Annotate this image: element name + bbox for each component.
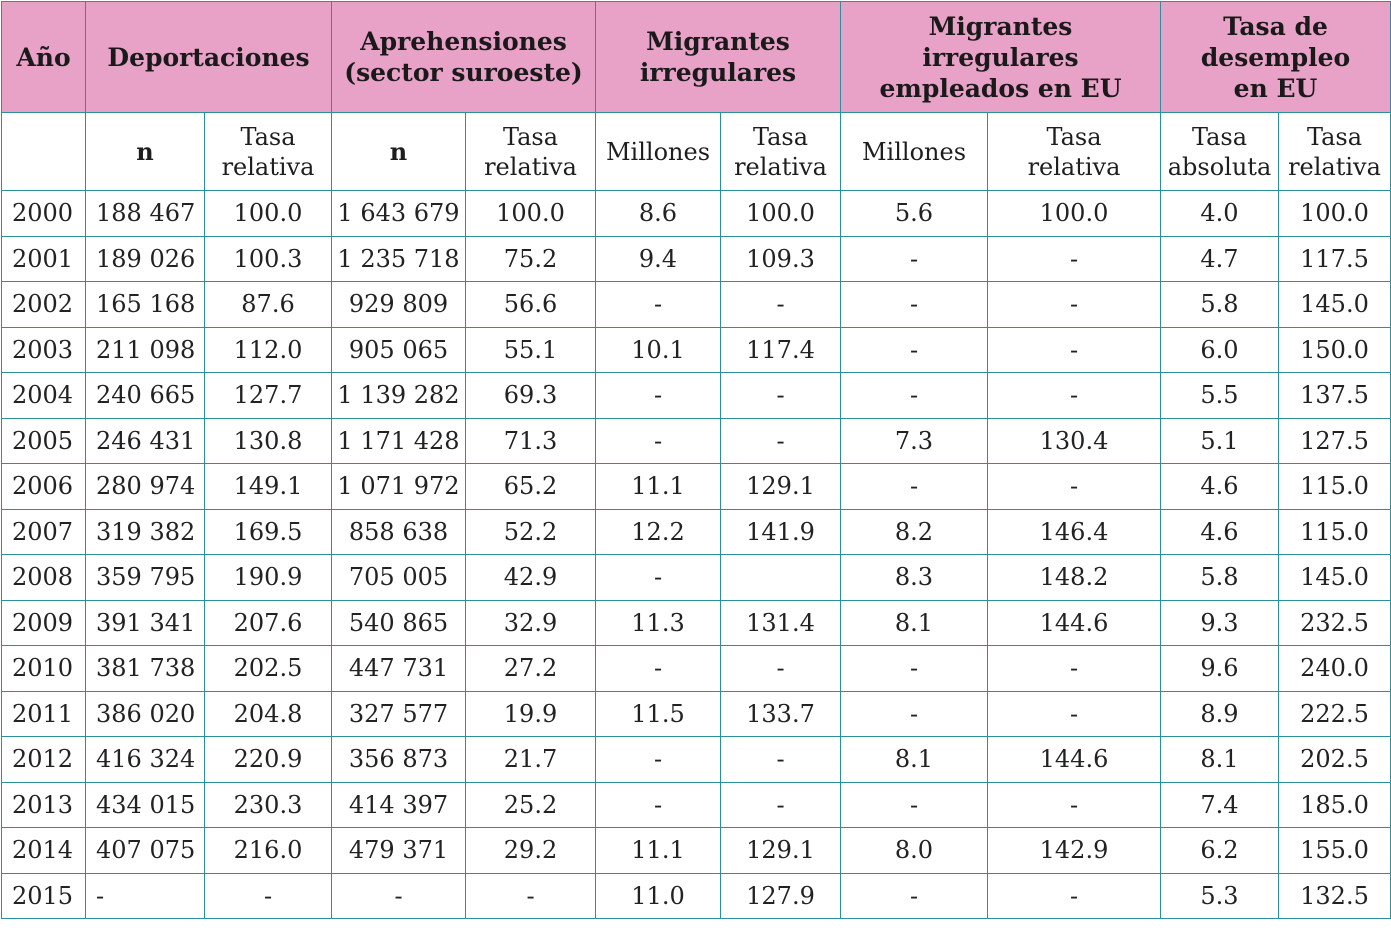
cell-mig-rel: 133.7: [721, 691, 841, 737]
cell-mig-rel: -: [721, 737, 841, 783]
cell-mig-rel: 100.0: [721, 191, 841, 237]
cell-apr-n: 447 731: [332, 646, 466, 692]
cell-apr-rel: 42.9: [466, 555, 596, 601]
cell-des-abs: 9.3: [1161, 600, 1279, 646]
cell-year: 2002: [2, 282, 86, 328]
cell-dep-rel: 127.7: [205, 373, 332, 419]
cell-emp-millones: -: [841, 464, 988, 510]
cell-des-rel: 132.5: [1279, 873, 1391, 919]
cell-des-abs: 7.4: [1161, 782, 1279, 828]
subheader-dep-n: n: [86, 113, 205, 191]
cell-apr-rel: 56.6: [466, 282, 596, 328]
cell-apr-n: -: [332, 873, 466, 919]
cell-des-abs: 5.1: [1161, 418, 1279, 464]
cell-emp-rel: 130.4: [988, 418, 1161, 464]
cell-emp-millones: -: [841, 236, 988, 282]
cell-dep-rel: 216.0: [205, 828, 332, 874]
table-body: [2, 191, 1391, 919]
table-row: [2, 236, 1391, 282]
cell-apr-rel: 65.2: [466, 464, 596, 510]
subheader-year-empty: [2, 113, 86, 191]
subheader-des-rel: Tasa relativa: [1279, 113, 1391, 191]
cell-apr-rel: 55.1: [466, 327, 596, 373]
cell-des-rel: 127.5: [1279, 418, 1391, 464]
cell-dep-rel: 149.1: [205, 464, 332, 510]
cell-des-abs: 5.5: [1161, 373, 1279, 419]
cell-mig-millones: -: [596, 737, 721, 783]
header-year: Año: [2, 2, 86, 113]
cell-apr-rel: 25.2: [466, 782, 596, 828]
subheader-emp-rel: Tasa relativa: [988, 113, 1161, 191]
table-row: [2, 509, 1391, 555]
cell-des-rel: 185.0: [1279, 782, 1391, 828]
cell-dep-n: 165 168: [86, 282, 205, 328]
cell-dep-rel: 190.9: [205, 555, 332, 601]
cell-dep-rel: -: [205, 873, 332, 919]
cell-mig-rel: -: [721, 782, 841, 828]
table-row: [2, 646, 1391, 692]
cell-apr-n: 705 005: [332, 555, 466, 601]
cell-emp-millones: 5.6: [841, 191, 988, 237]
cell-mig-rel: -: [721, 373, 841, 419]
cell-dep-rel: 130.8: [205, 418, 332, 464]
cell-apr-n: 905 065: [332, 327, 466, 373]
cell-des-abs: 4.6: [1161, 464, 1279, 510]
table-row: [2, 327, 1391, 373]
cell-dep-n: 319 382: [86, 509, 205, 555]
cell-mig-rel: -: [721, 418, 841, 464]
cell-des-rel: 100.0: [1279, 191, 1391, 237]
cell-dep-rel: 169.5: [205, 509, 332, 555]
cell-year: 2008: [2, 555, 86, 601]
cell-mig-millones: -: [596, 373, 721, 419]
cell-dep-rel: 207.6: [205, 600, 332, 646]
cell-emp-millones: 7.3: [841, 418, 988, 464]
cell-des-abs: 4.0: [1161, 191, 1279, 237]
cell-apr-n: 540 865: [332, 600, 466, 646]
cell-emp-millones: -: [841, 373, 988, 419]
cell-year: 2007: [2, 509, 86, 555]
cell-mig-rel: 127.9: [721, 873, 841, 919]
cell-apr-rel: 52.2: [466, 509, 596, 555]
table-row: [2, 418, 1391, 464]
table-row: [2, 464, 1391, 510]
cell-dep-n: 386 020: [86, 691, 205, 737]
table-row: [2, 555, 1391, 601]
cell-apr-n: 1 643 679: [332, 191, 466, 237]
cell-emp-rel: -: [988, 782, 1161, 828]
cell-dep-n: 246 431: [86, 418, 205, 464]
cell-mig-millones: 10.1: [596, 327, 721, 373]
table-row: [2, 191, 1391, 237]
cell-dep-n: 189 026: [86, 236, 205, 282]
cell-apr-n: 414 397: [332, 782, 466, 828]
cell-des-rel: 117.5: [1279, 236, 1391, 282]
cell-dep-rel: 220.9: [205, 737, 332, 783]
cell-apr-n: 1 139 282: [332, 373, 466, 419]
cell-dep-n: 434 015: [86, 782, 205, 828]
cell-apr-n: 479 371: [332, 828, 466, 874]
cell-dep-rel: 204.8: [205, 691, 332, 737]
cell-des-abs: 9.6: [1161, 646, 1279, 692]
cell-apr-rel: 75.2: [466, 236, 596, 282]
cell-emp-millones: 8.1: [841, 737, 988, 783]
cell-emp-millones: -: [841, 782, 988, 828]
subheader-dep-rel: Tasa relativa: [205, 113, 332, 191]
cell-dep-n: 359 795: [86, 555, 205, 601]
cell-dep-rel: 100.3: [205, 236, 332, 282]
cell-mig-rel: [721, 555, 841, 601]
header-tasa-desempleo: Tasa de desempleo en EU: [1161, 2, 1391, 113]
cell-des-abs: 4.6: [1161, 509, 1279, 555]
data-table: [1, 1, 1391, 919]
cell-dep-n: 407 075: [86, 828, 205, 874]
cell-mig-rel: 131.4: [721, 600, 841, 646]
sub-header-row: [2, 113, 1391, 191]
cell-dep-rel: 100.0: [205, 191, 332, 237]
cell-emp-rel: -: [988, 327, 1161, 373]
cell-dep-n: -: [86, 873, 205, 919]
cell-emp-millones: 8.1: [841, 600, 988, 646]
cell-mig-millones: 11.1: [596, 464, 721, 510]
cell-emp-millones: 8.3: [841, 555, 988, 601]
cell-apr-n: 1 171 428: [332, 418, 466, 464]
cell-year: 2005: [2, 418, 86, 464]
cell-emp-millones: -: [841, 646, 988, 692]
table-row: [2, 691, 1391, 737]
cell-apr-n: 929 809: [332, 282, 466, 328]
cell-mig-rel: -: [721, 282, 841, 328]
header-deportaciones: Deportaciones: [86, 2, 332, 113]
table-row: [2, 373, 1391, 419]
table-row: [2, 873, 1391, 919]
subheader-mig-millones: Millones: [596, 113, 721, 191]
cell-mig-millones: -: [596, 782, 721, 828]
cell-emp-rel: 144.6: [988, 737, 1161, 783]
cell-des-abs: 5.8: [1161, 282, 1279, 328]
cell-dep-rel: 87.6: [205, 282, 332, 328]
cell-des-abs: 8.1: [1161, 737, 1279, 783]
cell-apr-rel: 100.0: [466, 191, 596, 237]
cell-emp-millones: 8.2: [841, 509, 988, 555]
cell-des-rel: 150.0: [1279, 327, 1391, 373]
cell-des-abs: 6.2: [1161, 828, 1279, 874]
header-migrantes-empleados: Migrantes irregulares empleados en EU: [841, 2, 1161, 113]
cell-apr-rel: 32.9: [466, 600, 596, 646]
cell-mig-millones: -: [596, 282, 721, 328]
cell-apr-n: 858 638: [332, 509, 466, 555]
cell-des-rel: 232.5: [1279, 600, 1391, 646]
cell-year: 2006: [2, 464, 86, 510]
cell-mig-rel: -: [721, 646, 841, 692]
cell-year: 2009: [2, 600, 86, 646]
cell-dep-rel: 230.3: [205, 782, 332, 828]
cell-apr-n: 1 071 972: [332, 464, 466, 510]
cell-mig-millones: 11.5: [596, 691, 721, 737]
cell-emp-rel: 146.4: [988, 509, 1161, 555]
cell-des-rel: 145.0: [1279, 555, 1391, 601]
cell-des-abs: 4.7: [1161, 236, 1279, 282]
cell-mig-millones: 11.3: [596, 600, 721, 646]
subheader-apr-rel: Tasa relativa: [466, 113, 596, 191]
table-row: [2, 737, 1391, 783]
cell-dep-n: 381 738: [86, 646, 205, 692]
cell-apr-rel: 69.3: [466, 373, 596, 419]
cell-apr-rel: 29.2: [466, 828, 596, 874]
cell-apr-rel: 19.9: [466, 691, 596, 737]
cell-mig-rel: 129.1: [721, 464, 841, 510]
cell-mig-rel: 117.4: [721, 327, 841, 373]
cell-mig-rel: 141.9: [721, 509, 841, 555]
cell-year: 2013: [2, 782, 86, 828]
cell-year: 2010: [2, 646, 86, 692]
cell-year: 2012: [2, 737, 86, 783]
cell-des-rel: 222.5: [1279, 691, 1391, 737]
cell-emp-millones: -: [841, 873, 988, 919]
cell-des-abs: 6.0: [1161, 327, 1279, 373]
subheader-mig-rel: Tasa relativa: [721, 113, 841, 191]
cell-emp-rel: 100.0: [988, 191, 1161, 237]
cell-apr-rel: 27.2: [466, 646, 596, 692]
cell-dep-rel: 112.0: [205, 327, 332, 373]
cell-emp-rel: 144.6: [988, 600, 1161, 646]
cell-mig-rel: 109.3: [721, 236, 841, 282]
header-migrantes-irregulares: Migrantes irregulares: [596, 2, 841, 113]
cell-mig-millones: -: [596, 646, 721, 692]
cell-des-rel: 137.5: [1279, 373, 1391, 419]
cell-des-abs: 5.8: [1161, 555, 1279, 601]
cell-mig-millones: -: [596, 418, 721, 464]
table-row: [2, 782, 1391, 828]
cell-year: 2011: [2, 691, 86, 737]
cell-mig-millones: 9.4: [596, 236, 721, 282]
cell-des-abs: 5.3: [1161, 873, 1279, 919]
cell-year: 2004: [2, 373, 86, 419]
subheader-apr-n: n: [332, 113, 466, 191]
cell-mig-millones: 11.1: [596, 828, 721, 874]
cell-dep-n: 211 098: [86, 327, 205, 373]
cell-apr-rel: -: [466, 873, 596, 919]
group-header-row: [2, 2, 1391, 113]
cell-year: 2014: [2, 828, 86, 874]
cell-des-rel: 145.0: [1279, 282, 1391, 328]
table-row: [2, 828, 1391, 874]
table-row: [2, 600, 1391, 646]
cell-apr-n: 1 235 718: [332, 236, 466, 282]
cell-emp-millones: -: [841, 282, 988, 328]
subheader-emp-millones: Millones: [841, 113, 988, 191]
cell-mig-millones: 12.2: [596, 509, 721, 555]
cell-emp-rel: -: [988, 646, 1161, 692]
cell-emp-rel: -: [988, 873, 1161, 919]
cell-apr-rel: 21.7: [466, 737, 596, 783]
cell-apr-rel: 71.3: [466, 418, 596, 464]
cell-year: 2003: [2, 327, 86, 373]
cell-des-rel: 115.0: [1279, 464, 1391, 510]
cell-emp-millones: 8.0: [841, 828, 988, 874]
cell-dep-n: 391 341: [86, 600, 205, 646]
header-aprehensiones: Aprehensiones (sector suroeste): [332, 2, 596, 113]
cell-dep-n: 188 467: [86, 191, 205, 237]
cell-dep-n: 280 974: [86, 464, 205, 510]
cell-dep-rel: 202.5: [205, 646, 332, 692]
table-row: [2, 282, 1391, 328]
cell-emp-millones: -: [841, 327, 988, 373]
cell-year: 2015: [2, 873, 86, 919]
cell-year: 2000: [2, 191, 86, 237]
cell-emp-rel: -: [988, 691, 1161, 737]
cell-apr-n: 327 577: [332, 691, 466, 737]
cell-emp-rel: -: [988, 282, 1161, 328]
cell-apr-n: 356 873: [332, 737, 466, 783]
cell-emp-millones: -: [841, 691, 988, 737]
cell-emp-rel: -: [988, 236, 1161, 282]
cell-mig-millones: 11.0: [596, 873, 721, 919]
cell-des-rel: 240.0: [1279, 646, 1391, 692]
cell-mig-rel: 129.1: [721, 828, 841, 874]
cell-des-abs: 8.9: [1161, 691, 1279, 737]
cell-emp-rel: 142.9: [988, 828, 1161, 874]
subheader-des-abs: Tasa absoluta: [1161, 113, 1279, 191]
cell-des-rel: 115.0: [1279, 509, 1391, 555]
cell-des-rel: 155.0: [1279, 828, 1391, 874]
cell-emp-rel: -: [988, 464, 1161, 510]
cell-year: 2001: [2, 236, 86, 282]
cell-emp-rel: -: [988, 373, 1161, 419]
cell-mig-millones: 8.6: [596, 191, 721, 237]
cell-dep-n: 416 324: [86, 737, 205, 783]
cell-des-rel: 202.5: [1279, 737, 1391, 783]
cell-emp-rel: 148.2: [988, 555, 1161, 601]
cell-mig-millones: -: [596, 555, 721, 601]
cell-dep-n: 240 665: [86, 373, 205, 419]
